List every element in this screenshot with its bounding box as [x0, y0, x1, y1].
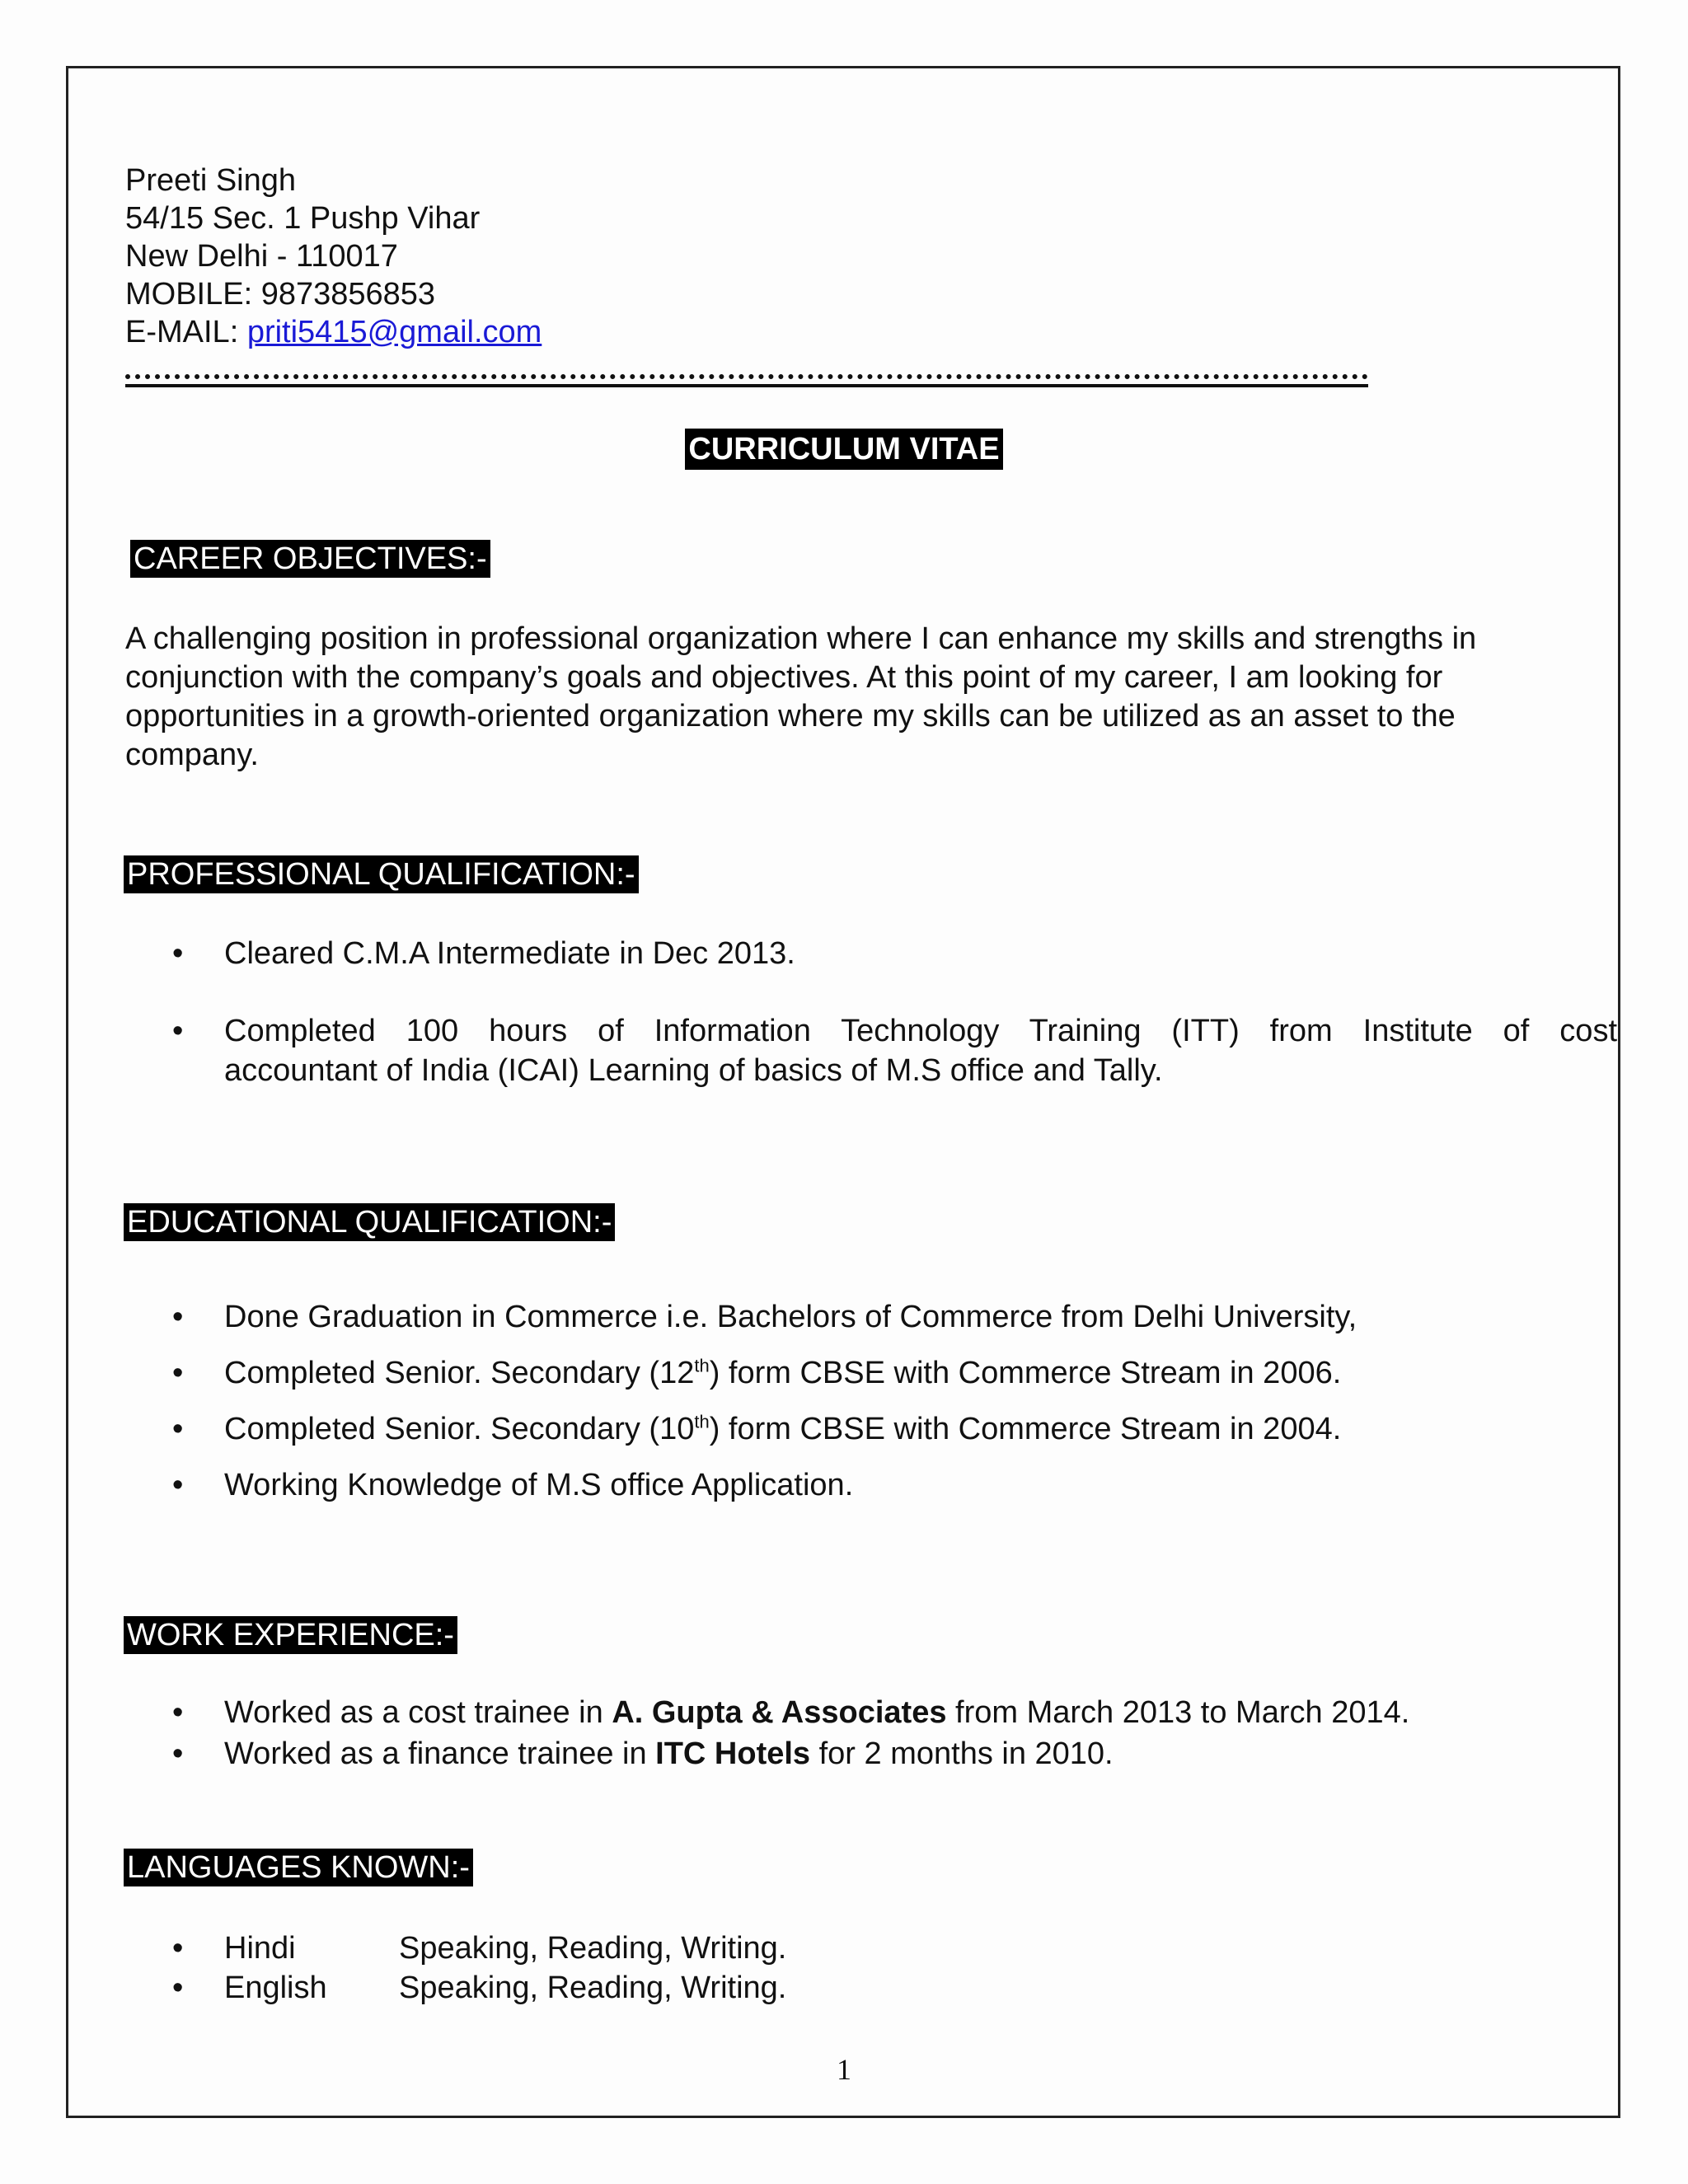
list-item: [125, 1968, 1617, 2008]
list-item-text: for 2 months in 2010.: [810, 1736, 1114, 1771]
list-item-text: Cleared C.M.A Intermediate in Dec 2013.: [224, 936, 795, 971]
language-name: Hindi: [224, 1931, 296, 1966]
list-item: [125, 1011, 1617, 1090]
list-item: [125, 1409, 1617, 1449]
list-item-text: Completed Senior. Secondary (12: [224, 1356, 695, 1390]
career-objectives-heading: CAREER OBJECTIVES:-: [130, 540, 490, 578]
list-item: [125, 1465, 1617, 1505]
list-item: [125, 1297, 1617, 1337]
list-item-text: from March 2013 to March 2014.: [946, 1695, 1410, 1730]
list-item-text: Completed Senior. Secondary (10: [224, 1412, 695, 1446]
languages-known-heading: LANGUAGES KNOWN:-: [124, 1849, 473, 1886]
list-item-text: • Completed 100 hours of Information Technology Training (ITT) from Institute of cost: [224, 1014, 1617, 1048]
career-objectives-text: A challenging position in professional organization where I can enhance my skills and strengths in conjunction with the company’s goals and objectives. At this point of my career, I am looking for opportunities in a growth-oriented organization where my skills can be utilized as an asset to the company.: [125, 621, 1477, 772]
professional-qualification-list: [125, 934, 1617, 1090]
list-item-text: accountant of India (ICAI) Learning of basics of M.S office and Tally.: [224, 1053, 1163, 1088]
work-experience-list: [125, 1692, 1617, 1774]
address-line-2: New Delhi - 110017: [125, 239, 398, 274]
solid-divider: [125, 384, 1368, 387]
company-name: ITC Hotels: [655, 1736, 811, 1771]
mobile-number: 9873856853: [260, 277, 436, 312]
list-item-text: Done Graduation in Commerce i.e. Bachelors of Commerce from Delhi University,: [224, 1300, 1357, 1334]
list-item: [125, 1929, 1617, 1968]
address-line-1: 54/15 Sec. 1 Pushp Vihar: [125, 201, 481, 236]
list-item: [125, 1692, 1617, 1733]
email-link[interactable]: priti5415@gmail.com: [246, 315, 542, 349]
candidate-name: Preeti Singh: [125, 163, 297, 198]
educational-qualification-list: [125, 1297, 1617, 1505]
page-number: 1: [837, 2053, 851, 2086]
document-title: CURRICULUM VITAE: [685, 429, 1002, 470]
superscript: th: [694, 1355, 710, 1376]
list-item: [125, 1733, 1617, 1774]
language-skills: Speaking, Reading, Writing.: [399, 1931, 787, 1966]
mobile-line: [125, 275, 1617, 313]
mobile-label: MOBILE:: [125, 277, 261, 312]
work-experience-heading: WORK EXPERIENCE:-: [124, 1616, 457, 1654]
contact-block: [125, 162, 1617, 351]
list-item: [125, 1353, 1617, 1393]
email-label: E-MAIL:: [125, 315, 247, 349]
email-line: [125, 313, 1617, 351]
superscript: th: [694, 1411, 710, 1432]
languages-list: [125, 1929, 1617, 2008]
title-bar: [0, 430, 1688, 468]
professional-qualification-heading: PROFESSIONAL QUALIFICATION:-: [124, 855, 639, 893]
dotted-divider: [125, 363, 1368, 379]
list-item-text: Worked as a cost trainee in: [224, 1695, 612, 1730]
language-skills: Speaking, Reading, Writing.: [399, 1971, 787, 2005]
language-name: English: [224, 1971, 327, 2005]
list-item-text: Worked as a finance trainee in: [224, 1736, 656, 1771]
company-name: A. Gupta & Associates: [612, 1695, 947, 1730]
educational-qualification-heading: EDUCATIONAL QUALIFICATION:-: [124, 1203, 615, 1241]
list-item-text: ) form CBSE with Commerce Stream in 2006.: [709, 1356, 1342, 1390]
list-item: [125, 934, 1617, 973]
list-item-text: Working Knowledge of M.S office Application.: [224, 1468, 854, 1502]
list-item-text: ) form CBSE with Commerce Stream in 2004.: [709, 1412, 1342, 1446]
